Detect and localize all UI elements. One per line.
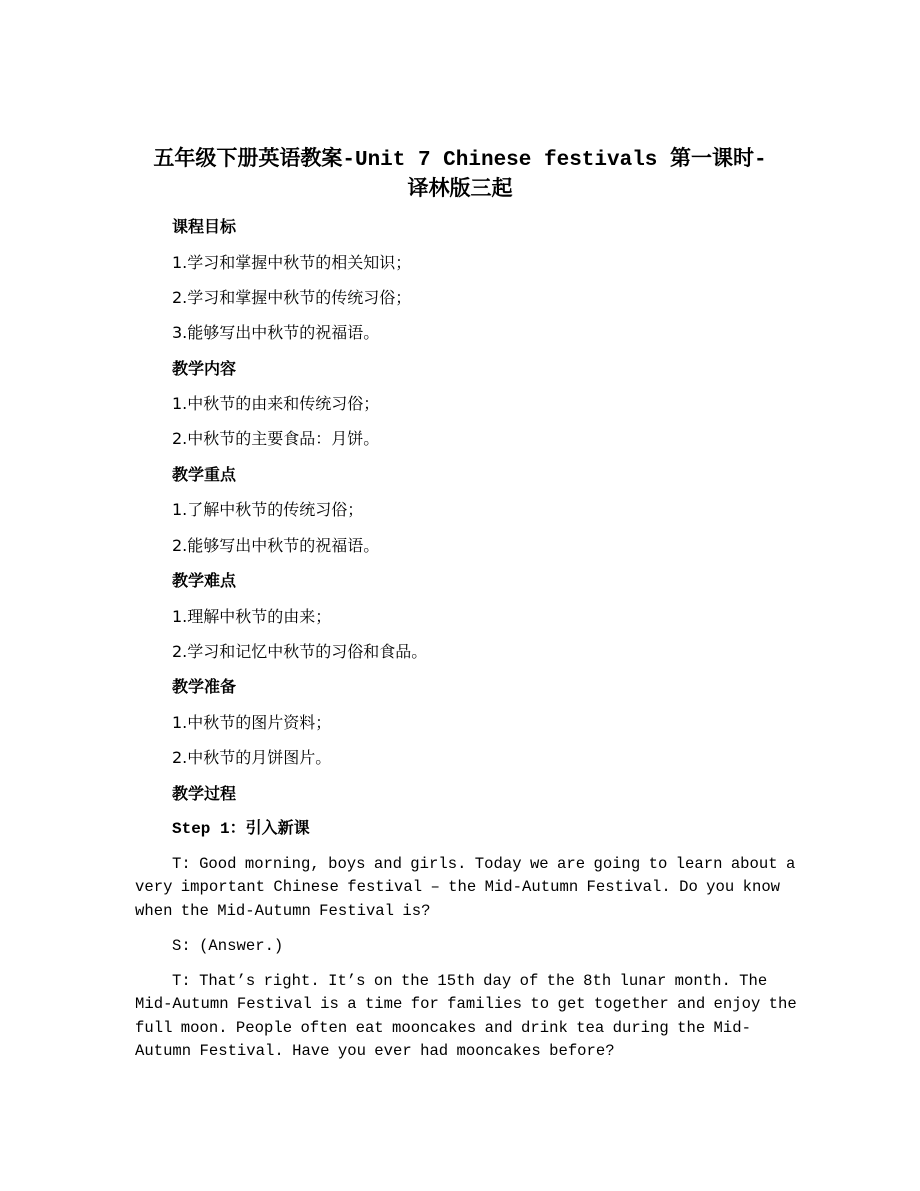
preparation-item-2: 2.中秋节的月饼图片。 xyxy=(172,748,332,767)
difficulty-item-2: 2.学习和记忆中秋节的习俗和食品。 xyxy=(172,642,428,661)
title-line-2: 译林版三起 xyxy=(407,179,513,202)
dialogue-paragraph-2 xyxy=(135,935,795,958)
section-heading-key-points: 教学重点 xyxy=(172,465,237,484)
paragraph-line: when the Mid-Autumn Festival is? xyxy=(135,901,431,920)
objective-item-2: 2.学习和掌握中秋节的传统习俗； xyxy=(172,288,412,307)
paragraph-line: very important Chinese festival – the Mid-Autumn Festival. Do you know xyxy=(135,878,781,897)
document-title xyxy=(135,146,785,206)
preparation-item-1: 1.中秋节的图片资料； xyxy=(172,713,332,732)
paragraph-line: S: (Answer.) xyxy=(172,937,284,955)
paragraph-line: T: Good morning, boys and girls. Today we are going to learn about a xyxy=(172,855,796,873)
section-heading-content: 教学内容 xyxy=(172,359,237,378)
paragraph-line: Mid-Autumn Festival is a time for families to get together and enjoy the xyxy=(135,995,797,1014)
objective-item-3: 3.能够写出中秋节的祝福语。 xyxy=(172,323,380,342)
dialogue-paragraph-3 xyxy=(135,970,795,1063)
paragraph-line: Autumn Festival. Have you ever had mooncakes before? xyxy=(135,1041,615,1060)
section-heading-objectives: 课程目标 xyxy=(172,217,237,236)
step-1-heading: Step 1：引入新课 xyxy=(172,820,310,838)
paragraph-line: T: That’s right. It’s on the 15th day of the 8th lunar month. The xyxy=(172,972,768,990)
section-heading-preparation: 教学准备 xyxy=(172,677,237,696)
objective-item-1: 1.学习和掌握中秋节的相关知识； xyxy=(172,253,412,272)
content-item-2: 2.中秋节的主要食品：月饼。 xyxy=(172,429,380,448)
dialogue-paragraph-1 xyxy=(135,853,795,923)
title-line-1: 五年级下册英语教案-Unit 7 Chinese festivals 第一课时- xyxy=(153,149,767,172)
content-item-1: 1.中秋节的由来和传统习俗； xyxy=(172,394,380,413)
key-point-item-1: 1.了解中秋节的传统习俗； xyxy=(172,500,364,519)
section-heading-process: 教学过程 xyxy=(172,784,237,803)
difficulty-item-1: 1.理解中秋节的由来； xyxy=(172,607,332,626)
paragraph-line: full moon. People often eat mooncakes and drink tea during the Mid- xyxy=(135,1018,751,1037)
section-heading-difficulties: 教学难点 xyxy=(172,571,237,590)
key-point-item-2: 2.能够写出中秋节的祝福语。 xyxy=(172,536,380,555)
